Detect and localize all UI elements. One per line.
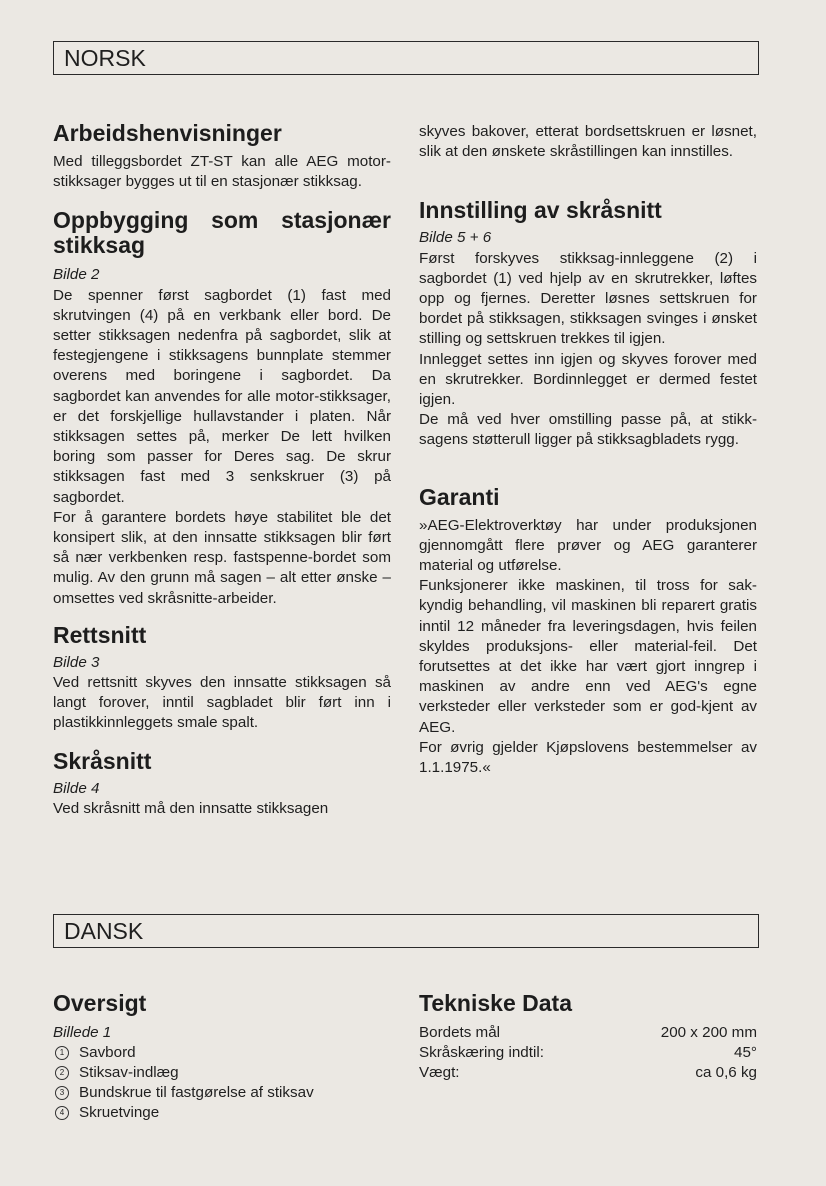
tech-data-label: Vægt: [419, 1064, 460, 1081]
list-item-label: Skruetvinge [79, 1104, 160, 1122]
paragraph: De må ved hver omstilling passe på, at stikk-sagens støtterull ligger på stikksagbladets rygg. [419, 411, 757, 449]
circled-number: 2 [55, 1066, 69, 1080]
list-item [53, 1083, 391, 1103]
paragraph: Ved skråsnitt må den innsatte stikksagen [53, 799, 329, 817]
tech-data-value: 45° [734, 1044, 757, 1061]
figure-caption: Bilde 5 + 6 [419, 229, 492, 247]
list-item-label: Savbord [79, 1044, 136, 1062]
circled-number: 3 [55, 1086, 69, 1100]
list-item [53, 1043, 391, 1063]
heading-garanti: Garanti [419, 483, 500, 510]
norsk-column-left [53, 121, 391, 819]
figure-caption: Bilde 2 [53, 266, 100, 284]
dansk-column-right [419, 991, 757, 1083]
figure-caption: Bilde 3 [53, 653, 100, 671]
heading-tekniske-data: Tekniske Data [419, 990, 572, 1016]
heading-rettsnitt: Rettsnitt [53, 621, 147, 648]
tech-data-label: Skråskæring indtil: [419, 1044, 544, 1061]
paragraph: For å garantere bordets høye stabilitet ble det konsipert slik, at den innsatte stikksagen blir ført så nær verkbenken resp. fastspenne-bordet som mulig. Av den grunn må sagen – alt etter ønske – omsettes ved skråsnitte-arbeider. [53, 508, 391, 607]
heading-oversigt: Oversigt [53, 990, 147, 1016]
heading-skrasnitt: Skråsnitt [53, 747, 152, 774]
paragraph: skyves bakover, etterat bordsettskruen er løsnet, slik at den ønskete skråstillingen kan innstilles. [419, 123, 757, 161]
norsk-column-right [419, 122, 757, 778]
paragraph: Ved rettsnitt skyves den innsatte stikksagen så langt forover, inntil sagbladet blir ført inn i plastikkinnleggets smale spalt. [53, 674, 391, 732]
tech-data-row [419, 1023, 757, 1043]
circled-number: 4 [55, 1106, 69, 1120]
dansk-column-left [53, 991, 391, 1123]
circled-number: 1 [55, 1046, 69, 1060]
figure-caption: Bilde 4 [53, 779, 100, 797]
section-header-dansk [53, 914, 759, 948]
figure-caption: Billede 1 [53, 1024, 112, 1041]
list-item-label: Bundskrue til fastgørelse af stiksav [79, 1084, 314, 1102]
list-item [53, 1103, 391, 1123]
paragraph: For øvrig gjelder Kjøpslovens bestemmelser av 1.1.1975.« [419, 738, 757, 777]
paragraph: De spenner først sagbordet (1) fast med skrutvingen (4) på en verkbank eller bord. De setter stikksagen nedenfra på sagbordet, slik at festegjengene i stikksagens bunnplate stemmer overens med boringene i sagbordet. Da sagbordet kan anvendes for alle motor-stikksager, er det forskjellige hullavstander i platen. Når stikksagen settes på, merker De lett hvilken boring som passer for Deres sag. De skrur stikksagen fast med 3 senkskruer (3) på sagbordet. [53, 286, 391, 506]
tech-data-label: Bordets mål [419, 1024, 501, 1041]
paragraph: Med tilleggsbordet ZT-ST kan alle AEG motor-stikksager bygges ut til en stasjonær stikksag. [53, 153, 391, 191]
tech-data-row [419, 1043, 757, 1063]
section-header-label: DANSK [64, 918, 144, 944]
paragraph: »AEG-Elektroverktøy har under produksjonen gjennomgått flere prøver og AEG garanterer material og utførelse. [419, 516, 757, 575]
section-header-norsk [53, 41, 759, 75]
tech-data-value: ca 0,6 kg [695, 1064, 757, 1081]
paragraph: Først forskyves stikksag-innleggene (2) i sagbordet (1) ved hjelp av en skrutrekker, løftes opp og fjernes. Deretter løsnes settskruen for bordet på stikksagen, stikksagen svinges i ønsket stilling og settskruen trekkes til igjen. [419, 249, 757, 348]
heading-oppbygging: Oppbygging som stasjonær stikksag [53, 207, 391, 259]
list-item [53, 1063, 391, 1083]
heading-innstilling: Innstilling av skråsnitt [419, 197, 662, 224]
tech-data-row [419, 1063, 757, 1083]
tech-data-value: 200 x 200 mm [660, 1024, 757, 1041]
section-header-label: NORSK [64, 45, 146, 71]
tech-data-table [419, 1023, 757, 1083]
paragraph: Innlegget settes inn igjen og skyves forover med en skrutrekker. Bordinnlegget er dermed festet igjen. [419, 350, 757, 409]
heading-arbeidshenvisninger: Arbeidshenvisninger [53, 120, 282, 146]
list-item-label: Stiksav-indlæg [79, 1064, 179, 1082]
paragraph: Funksjonerer ikke maskinen, til tross for sak-kyndig behandling, vil maskinen bli reparert gratis inntil 12 måneder fra leveringsdagen, hvis feilen skyldes produksjons- eller material-feil. Det forutsettes at det ikke har vært gjort inngrep i maskinen av andre enn ved AEG's egne verksteder eller verksteder som er god-kjent av AEG. [419, 577, 757, 736]
